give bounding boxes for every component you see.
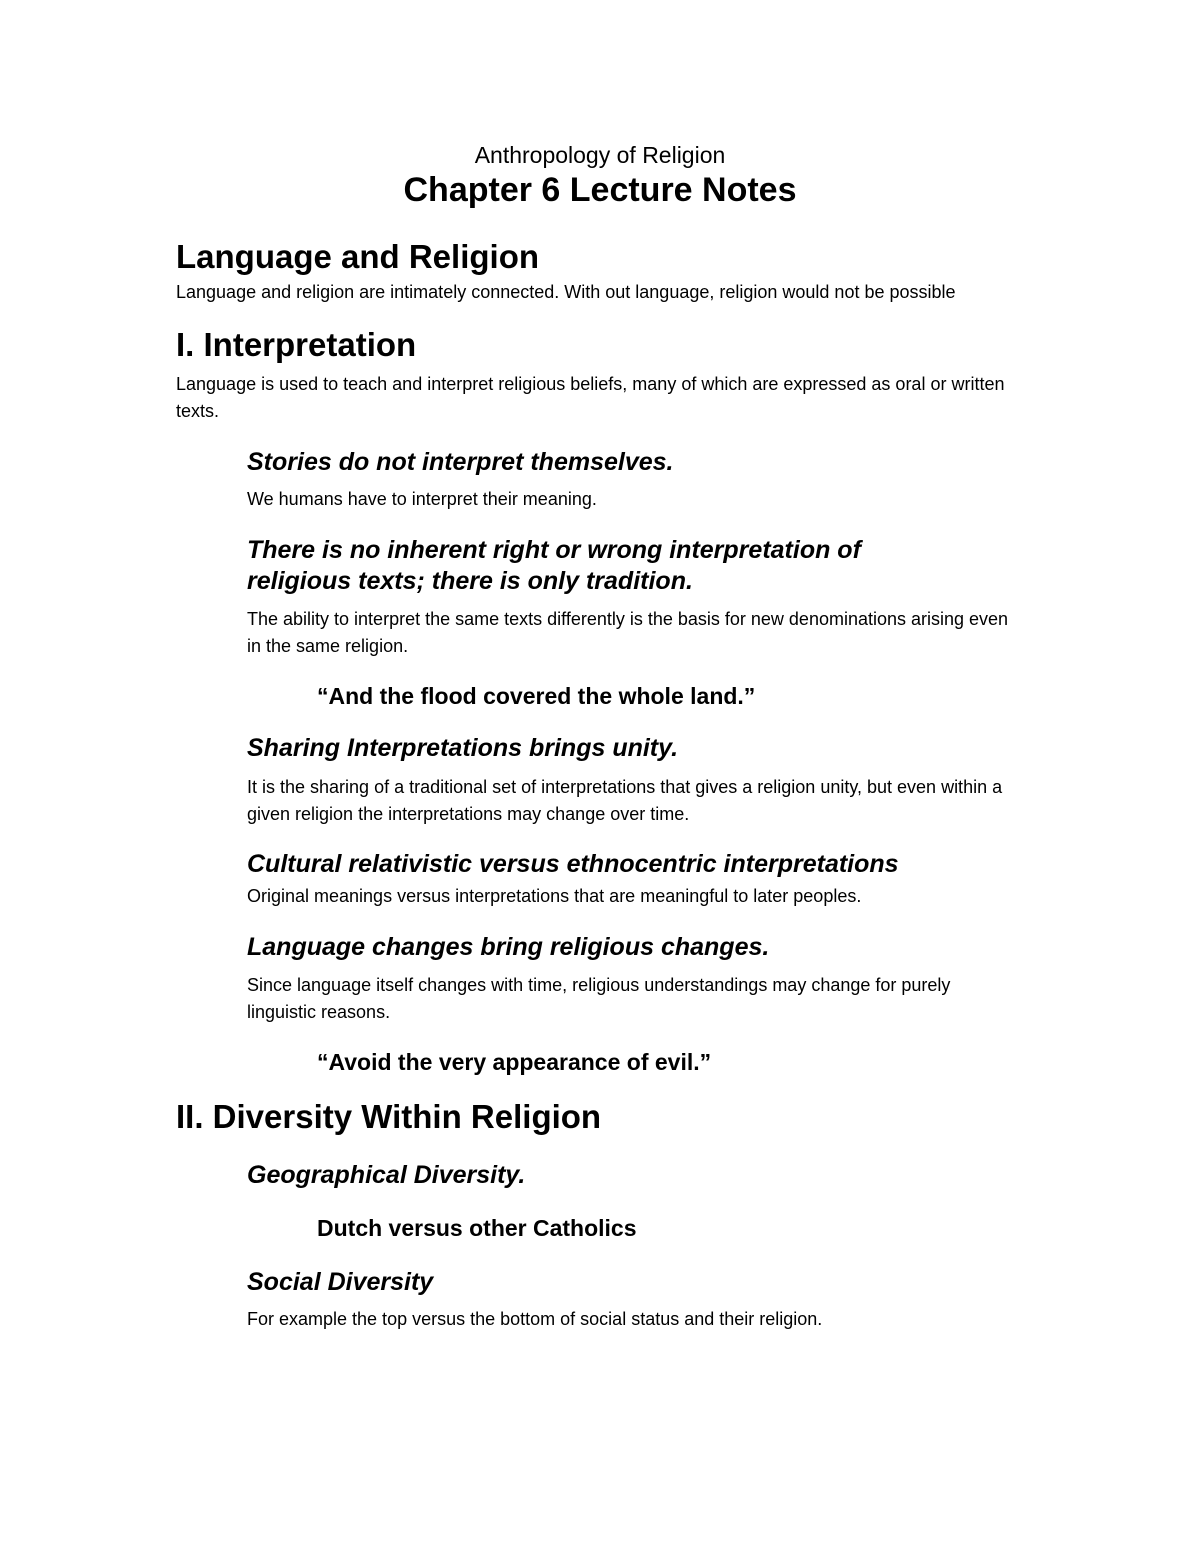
section-heading-language-and-religion: Language and Religion (176, 238, 540, 275)
section-heading-interpretation: I. Interpretation (176, 326, 417, 363)
subheading-social-diversity: Social Diversity (247, 1268, 434, 1296)
quote-dutch-catholics: Dutch versus other Catholics (317, 1215, 637, 1241)
section-heading-diversity: II. Diversity Within Religion (176, 1098, 602, 1135)
subheading-cultural-relativistic: Cultural relativistic versus ethnocentric interpretations (247, 850, 899, 878)
course-title: Anthropology of Religion (474, 142, 726, 168)
quote-flood: “And the flood covered the whole land.” (317, 683, 756, 709)
subheading-language-changes: Language changes bring religious changes. (247, 933, 770, 961)
subheading-no-inherent-interpretation: There is no inherent right or wrong interpretation of religious texts; there is only tradition. (247, 536, 861, 595)
social-diversity-text: For example the top versus the bottom of social status and their religion. (247, 1309, 823, 1329)
language-changes-text: Since language itself changes with time, religious understandings may change for purely linguistic reasons. (247, 975, 951, 1022)
sharing-interpretations-text: It is the sharing of a traditional set of interpretations that gives a religion unity, but even within a given religion the interpretations may change over time. (247, 777, 1003, 824)
interpretation-text: Language is used to teach and interpret religious beliefs, many of which are expressed as oral or written texts. (176, 374, 1005, 421)
cultural-relativistic-text: Original meanings versus interpretations that are meaningful to later peoples. (247, 886, 862, 906)
subheading-stories: Stories do not interpret themselves. (247, 448, 674, 476)
subheading-sharing-interpretations: Sharing Interpretations brings unity. (247, 734, 679, 762)
chapter-title: Chapter 6 Lecture Notes (403, 171, 797, 209)
quote-avoid-evil: “Avoid the very appearance of evil.” (317, 1049, 712, 1075)
no-inherent-interpretation-text: The ability to interpret the same texts differently is the basis for new denominations arising even in the same religion. (247, 609, 1009, 656)
stories-text: We humans have to interpret their meaning. (247, 489, 597, 509)
subheading-geographical-diversity: Geographical Diversity. (247, 1161, 526, 1189)
section-intro-text: Language and religion are intimately connected. With out language, religion would not be possible (176, 282, 956, 302)
